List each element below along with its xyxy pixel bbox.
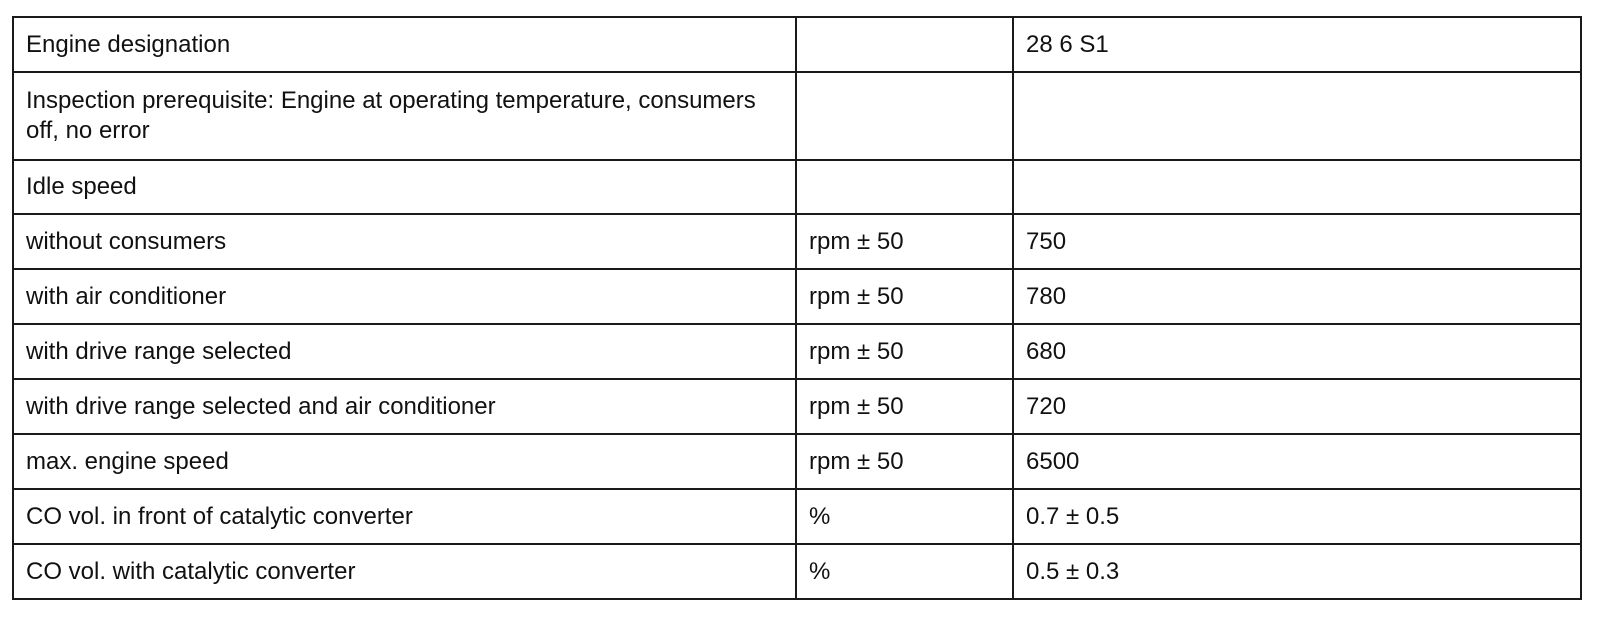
row-value: 28 6 S1 <box>1013 17 1581 72</box>
row-value: 0.5 ± 0.3 <box>1013 544 1581 599</box>
row-unit: rpm ± 50 <box>796 324 1013 379</box>
row-unit: % <box>796 544 1013 599</box>
row-label: max. engine speed <box>13 434 796 489</box>
row-value: 780 <box>1013 269 1581 324</box>
table-row <box>13 269 1581 324</box>
row-unit <box>796 17 1013 72</box>
row-value: 680 <box>1013 324 1581 379</box>
table-row <box>13 544 1581 599</box>
row-unit: rpm ± 50 <box>796 379 1013 434</box>
row-label: with drive range selected <box>13 324 796 379</box>
row-unit <box>796 160 1013 214</box>
row-value: 750 <box>1013 214 1581 269</box>
table-row <box>13 489 1581 544</box>
table-row <box>13 160 1581 214</box>
row-value: 720 <box>1013 379 1581 434</box>
row-value <box>1013 72 1581 160</box>
row-label: Engine designation <box>13 17 796 72</box>
row-unit: rpm ± 50 <box>796 214 1013 269</box>
table-row <box>13 434 1581 489</box>
engine-spec-table <box>12 16 1582 600</box>
row-unit: % <box>796 489 1013 544</box>
row-unit <box>796 72 1013 160</box>
table-row <box>13 324 1581 379</box>
row-value: 0.7 ± 0.5 <box>1013 489 1581 544</box>
table-row <box>13 72 1581 160</box>
table-row <box>13 214 1581 269</box>
row-label: with air conditioner <box>13 269 796 324</box>
row-unit: rpm ± 50 <box>796 434 1013 489</box>
table-row <box>13 379 1581 434</box>
row-value: 6500 <box>1013 434 1581 489</box>
row-value <box>1013 160 1581 214</box>
row-label: CO vol. with catalytic converter <box>13 544 796 599</box>
row-label: with drive range selected and air conditioner <box>13 379 796 434</box>
row-label: CO vol. in front of catalytic converter <box>13 489 796 544</box>
row-label: without consumers <box>13 214 796 269</box>
table-row <box>13 17 1581 72</box>
row-unit: rpm ± 50 <box>796 269 1013 324</box>
row-label: Idle speed <box>13 160 796 214</box>
row-label: Inspection prerequisite: Engine at operating temperature, consumers off, no error <box>13 72 796 160</box>
spec-table-container <box>12 16 1580 600</box>
